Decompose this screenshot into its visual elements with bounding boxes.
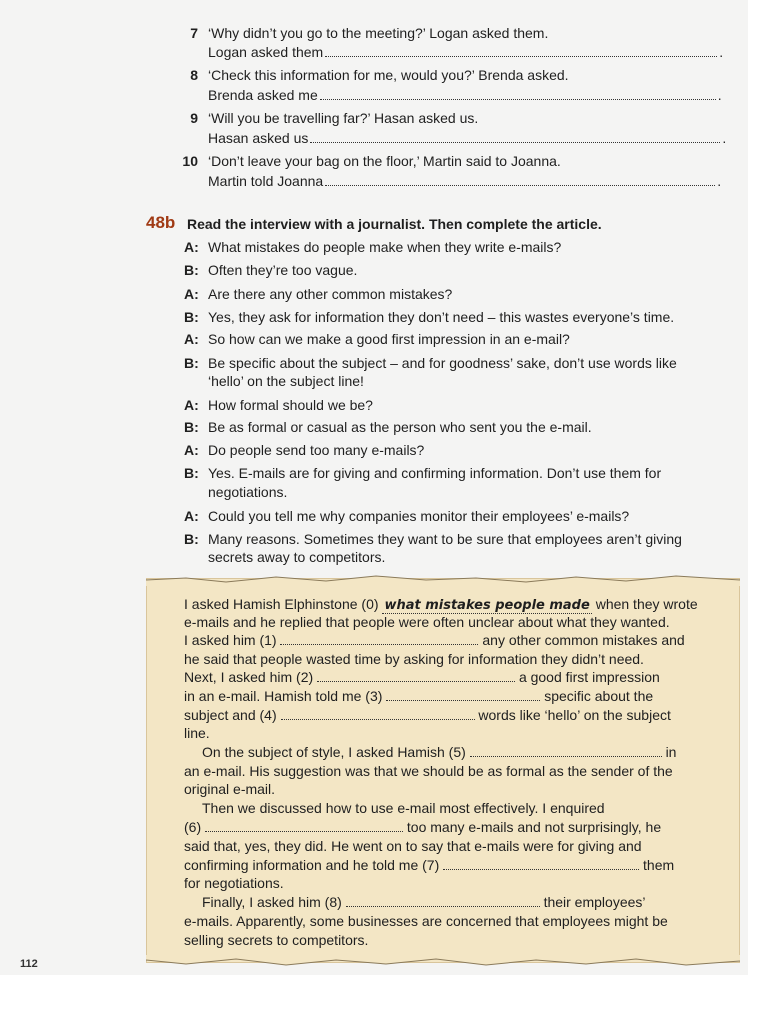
example-answer: what mistakes people made [384, 598, 590, 613]
speaker-label: A: [184, 286, 199, 302]
item-prompt: Logan asked them . [208, 44, 724, 60]
speaker-label: A: [184, 442, 199, 458]
dialogue-line: secrets away to competitors. [208, 549, 386, 565]
article-line: he said that people wasted time by asking for information they didn’t need. [184, 651, 644, 667]
speaker-label: B: [184, 309, 199, 325]
article-line: for negotiations. [184, 875, 284, 891]
blank-3[interactable] [386, 688, 540, 701]
item-quote: ‘Why didn’t you go to the meeting?’ Logan asked them. [208, 25, 549, 41]
article-line: e-mails and he replied that people were often unclear about what they wanted. [184, 614, 670, 630]
speaker-label: A: [184, 397, 199, 413]
article-line: original e-mail. [184, 781, 276, 797]
blank-2[interactable] [317, 669, 515, 682]
speaker-label: B: [184, 419, 199, 435]
dialogue-line: Yes. E-mails are for giving and confirming information. Don’t use them for [208, 465, 662, 481]
exercise-number: 48b [146, 213, 176, 232]
dialogue-line: Be as formal or casual as the person who sent you the e-mail. [208, 419, 592, 435]
item-quote: ‘Don’t leave your bag on the floor,’ Martin said to Joanna. [208, 153, 561, 169]
item-number: 7 [190, 25, 198, 41]
blank-6[interactable] [205, 819, 403, 832]
speaker-label: A: [184, 239, 199, 255]
dialogue-line: So how can we make a good first impression in an e-mail? [208, 331, 570, 347]
torn-edge-top [146, 572, 740, 586]
speaker-label: B: [184, 465, 199, 481]
item-prompt: Hasan asked us . [208, 130, 727, 146]
article-line: e-mails. Apparently, some businesses are concerned that employees might be [184, 913, 668, 929]
torn-edge-bottom [146, 955, 740, 969]
article-line: selling secrets to competitors. [184, 932, 369, 948]
dialogue-line: Yes, they ask for information they don’t need – this wastes everyone’s time. [208, 309, 675, 325]
article-line: said that, yes, they did. He went on to say that e-mails were for giving and [184, 838, 642, 854]
dialogue-line: Often they’re too vague. [208, 262, 358, 278]
blank-8[interactable] [346, 894, 540, 907]
item-quote: ‘Will you be travelling far?’ Hasan asked us. [208, 110, 479, 126]
dialogue-line: Many reasons. Sometimes they want to be sure that employees aren’t giving [208, 531, 682, 547]
dialogue-line: Be specific about the subject – and for goodness’ sake, don’t use words like [208, 355, 677, 371]
item-quote: ‘Check this information for me, would you?’ Brenda asked. [208, 67, 569, 83]
article-line: an e-mail. His suggestion was that we should be as formal as the sender of the [184, 763, 673, 779]
dialogue-line: Are there any other common mistakes? [208, 286, 453, 302]
blank-7[interactable] [443, 857, 639, 870]
page-number: 112 [20, 958, 38, 970]
dialogue-line: What mistakes do people make when they write e-mails? [208, 239, 562, 255]
item-number: 8 [190, 67, 198, 83]
exercise-instruction: Read the interview with a journalist. Then complete the article. [187, 216, 602, 232]
dialogue-line: Do people send too many e-mails? [208, 442, 425, 458]
speaker-label: B: [184, 531, 199, 547]
item-number: 9 [190, 110, 198, 126]
item-prompt: Brenda asked me . [208, 87, 722, 103]
speaker-label: B: [184, 355, 199, 371]
item-number: 10 [182, 153, 198, 169]
blank-5[interactable] [470, 744, 662, 757]
speaker-label: B: [184, 262, 199, 278]
blank-1[interactable] [280, 632, 478, 645]
dialogue-line: negotiations. [208, 484, 288, 500]
speaker-label: A: [184, 508, 199, 524]
blank-4[interactable] [281, 707, 475, 720]
speaker-label: A: [184, 331, 199, 347]
item-prompt: Martin told Joanna . [208, 173, 722, 189]
dialogue-line: Could you tell me why companies monitor their employees’ e-mails? [208, 508, 630, 524]
article-line: line. [184, 725, 210, 741]
dialogue-line: How formal should we be? [208, 397, 373, 413]
article-line: Then we discussed how to use e-mail most effectively. I enquired [202, 800, 605, 816]
dialogue-line: ‘hello’ on the subject line! [208, 373, 364, 389]
